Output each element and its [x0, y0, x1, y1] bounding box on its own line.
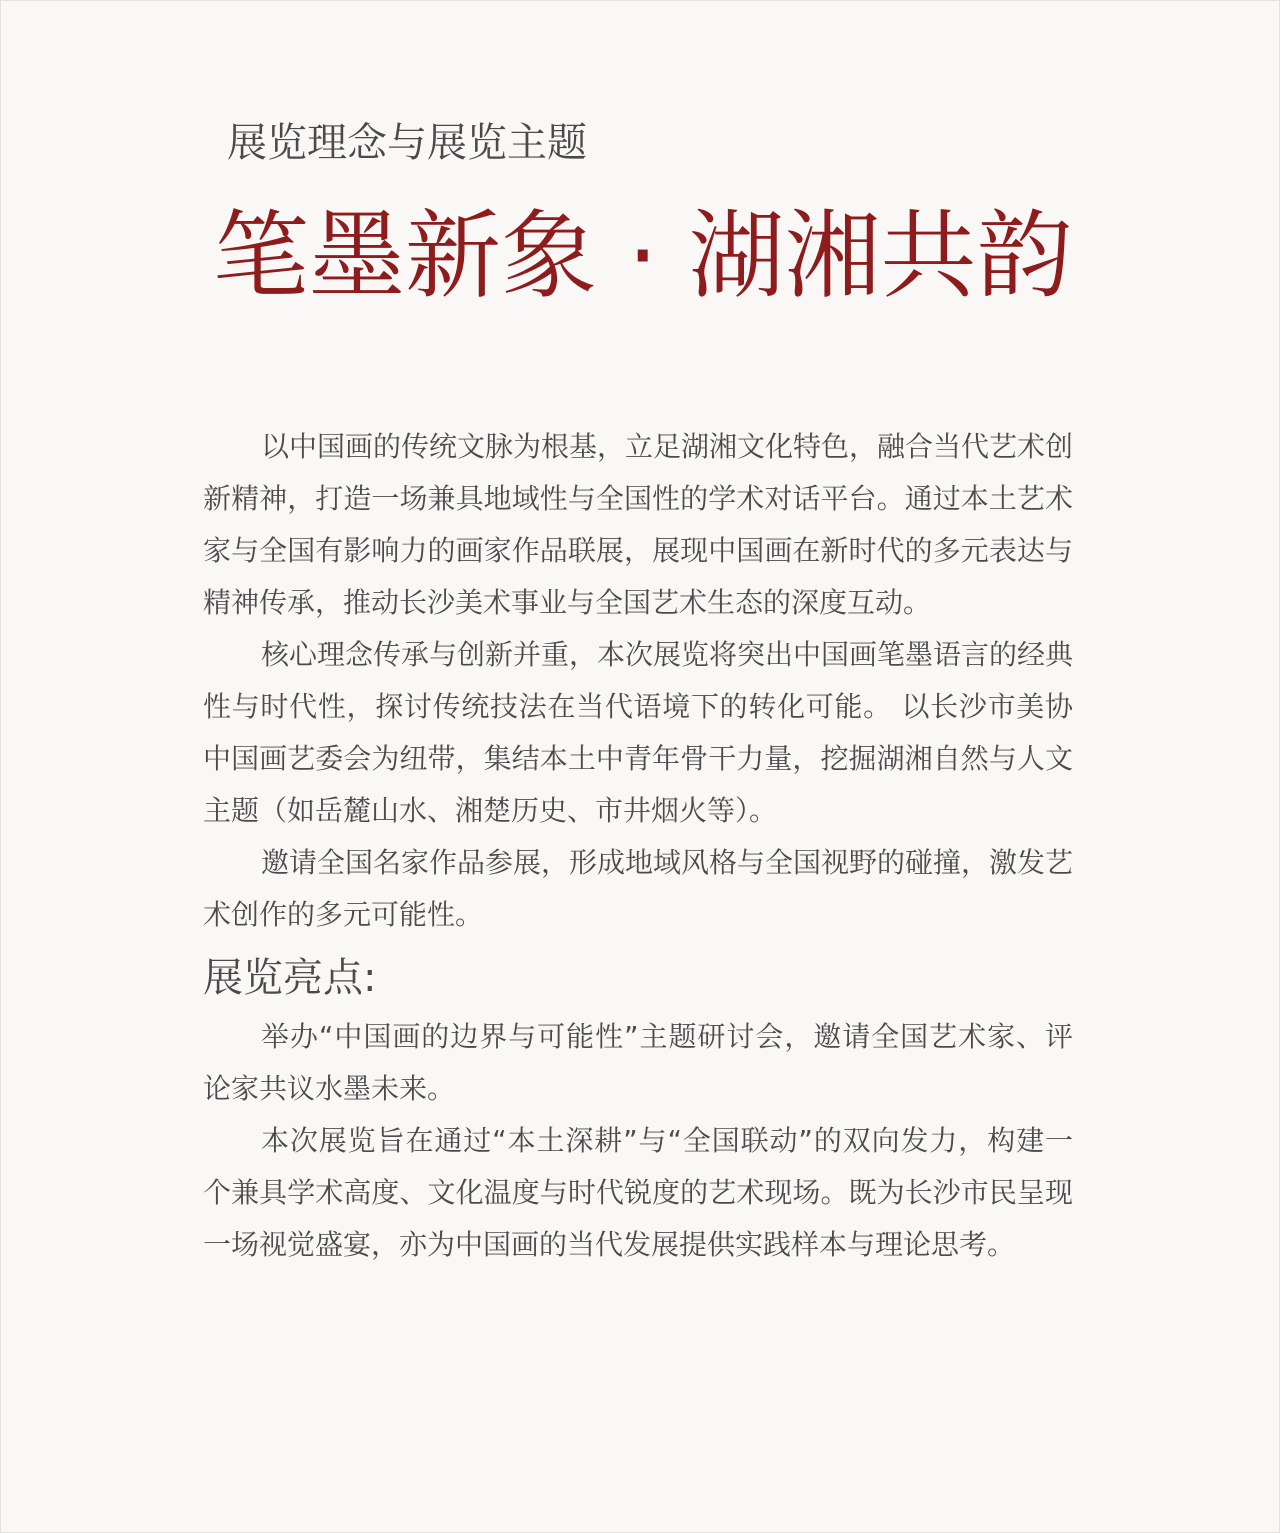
- highlights-heading: 展览亮点:: [203, 955, 377, 1001]
- highlight-paragraph-2: 本次展览旨在通过“本土深耕”与“全国联动”的双向发力，构建一个兼具学术高度、文化温度与时代锐度的艺术现场。既为长沙市民呈现一场视觉盛宴，亦为中国画的当代发展提供实践样本与理论思考。: [203, 1124, 1073, 1261]
- section-kicker: 展览理念与展览主题: [227, 120, 587, 166]
- concept-paragraph-3: 邀请全国名家作品参展，形成地域风格与全国视野的碰撞，激发艺术创作的多元可能性。: [203, 846, 1074, 931]
- exhibition-title: 笔墨新象 · 湖湘共韵: [213, 200, 1073, 312]
- article-body: [203, 421, 1073, 1271]
- concept-paragraph-2: 核心理念传承与创新并重，本次展览将突出中国画笔墨语言的经典性与时代性，探讨传统技法在当代语境下的转化可能。 以长沙市美协中国画艺委会为纽带，集结本土中青年骨干力量，挖掘湖湘自然与人文主题（如岳麓山水、湘楚历史、市井烟火等）。: [203, 638, 1074, 827]
- concept-paragraph-1: 以中国画的传统文脉为根基，立足湖湘文化特色，融合当代艺术创新精神，打造一场兼具地域性与全国性的学术对话平台。通过本土艺术家与全国有影响力的画家作品联展，展现中国画在新时代的多元表达与精神传承，推动长沙美术事业与全国艺术生态的深度互动。: [203, 430, 1074, 619]
- highlight-paragraph-1: 举办“中国画的边界与可能性”主题研讨会，邀请全国艺术家、评论家共议水墨未来。: [203, 1020, 1073, 1105]
